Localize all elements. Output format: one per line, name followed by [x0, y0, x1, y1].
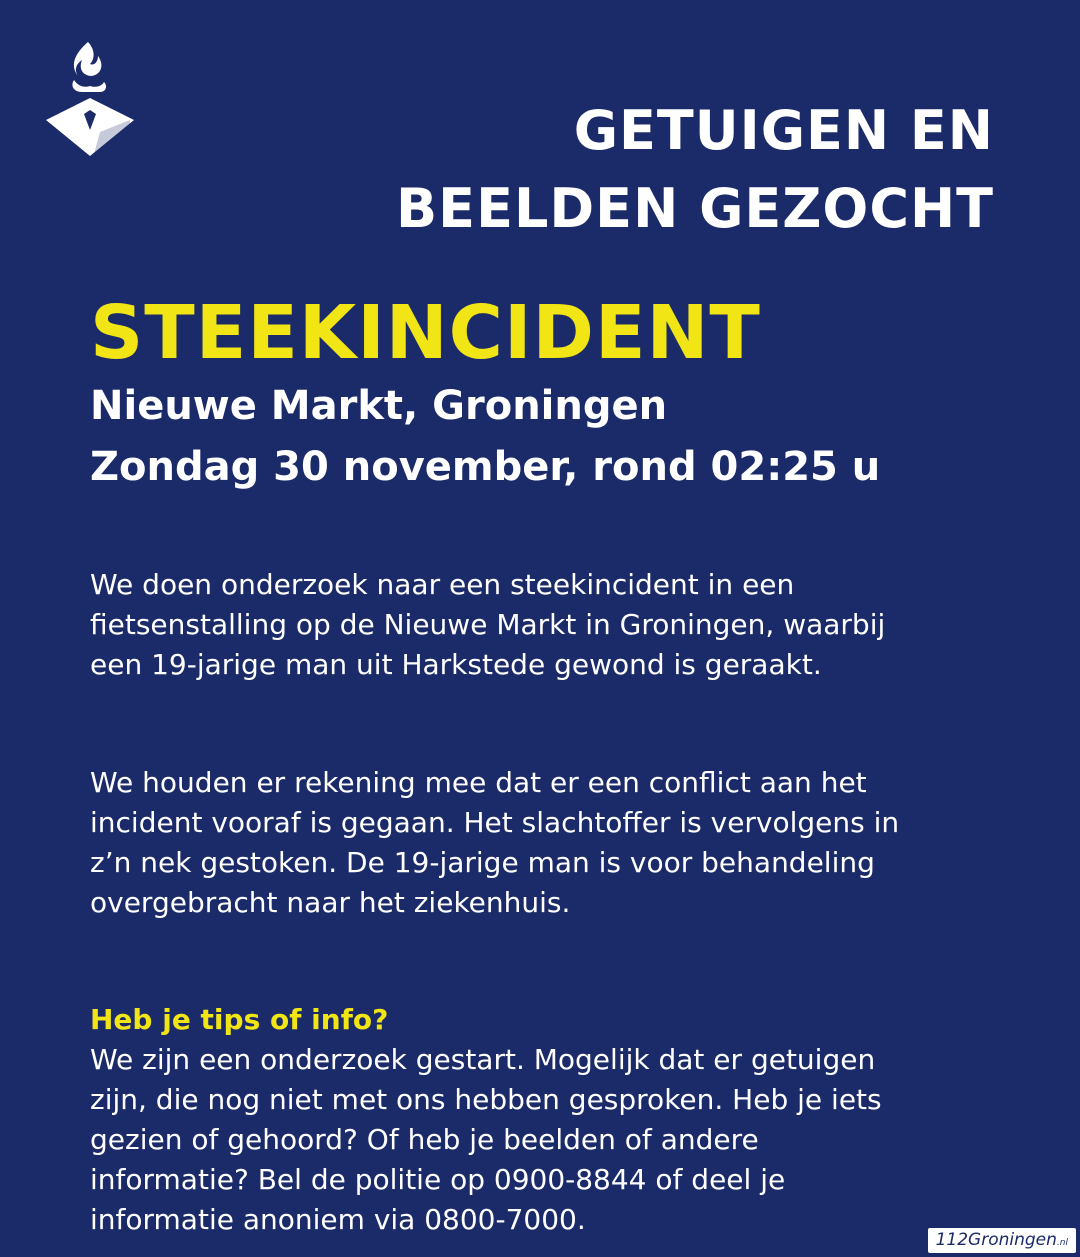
incident-location: Nieuwe Markt, Groningen: [90, 383, 668, 429]
paragraph-investigation: [90, 565, 990, 685]
paragraph-line: overgebracht naar het ziekenhuis.: [90, 886, 571, 919]
paragraph-line: incident vooraf is gegaan. Het slachtoffer is vervolgens in: [90, 806, 900, 839]
header-line-1: GETUIGEN EN: [573, 99, 994, 162]
police-flame-logo-icon: [44, 40, 136, 158]
header-title: [396, 92, 994, 248]
tips-line: informatie? Bel de politie op 0900-8844 of deel je: [90, 1163, 786, 1196]
paragraph-line: een 19-jarige man uit Harkstede gewond is geraakt.: [90, 648, 822, 681]
incident-headline: STEEKINCIDENT: [90, 290, 761, 376]
source-watermark: [928, 1228, 1076, 1253]
paragraph-line: z’n nek gestoken. De 19-jarige man is voor behandeling: [90, 846, 875, 879]
watermark-text: 112Groningen: [935, 1230, 1057, 1250]
paragraph-details: [90, 763, 990, 923]
tips-title: Heb je tips of info?: [90, 1003, 389, 1036]
tips-line: We zijn een onderzoek gestart. Mogelijk dat er getuigen: [90, 1043, 876, 1076]
header-line-2: BEELDEN GEZOCHT: [396, 177, 994, 240]
tips-section: [90, 1000, 990, 1240]
paragraph-line: We doen onderzoek naar een steekincident in een: [90, 568, 795, 601]
incident-block: [90, 290, 990, 498]
paragraph-line: We houden er rekening mee dat er een conflict aan het: [90, 766, 867, 799]
incident-datetime: Zondag 30 november, rond 02:25 u: [90, 444, 881, 490]
tips-line: gezien of gehoord? Of heb je beelden of andere: [90, 1123, 759, 1156]
watermark-suffix: .nl: [1056, 1238, 1068, 1248]
tips-line: zijn, die nog niet met ons hebben gesproken. Heb je iets: [90, 1083, 882, 1116]
paragraph-line: fietsenstalling op de Nieuwe Markt in Groningen, waarbij: [90, 608, 886, 641]
tips-line: informatie anoniem via 0800-7000.: [90, 1203, 586, 1236]
